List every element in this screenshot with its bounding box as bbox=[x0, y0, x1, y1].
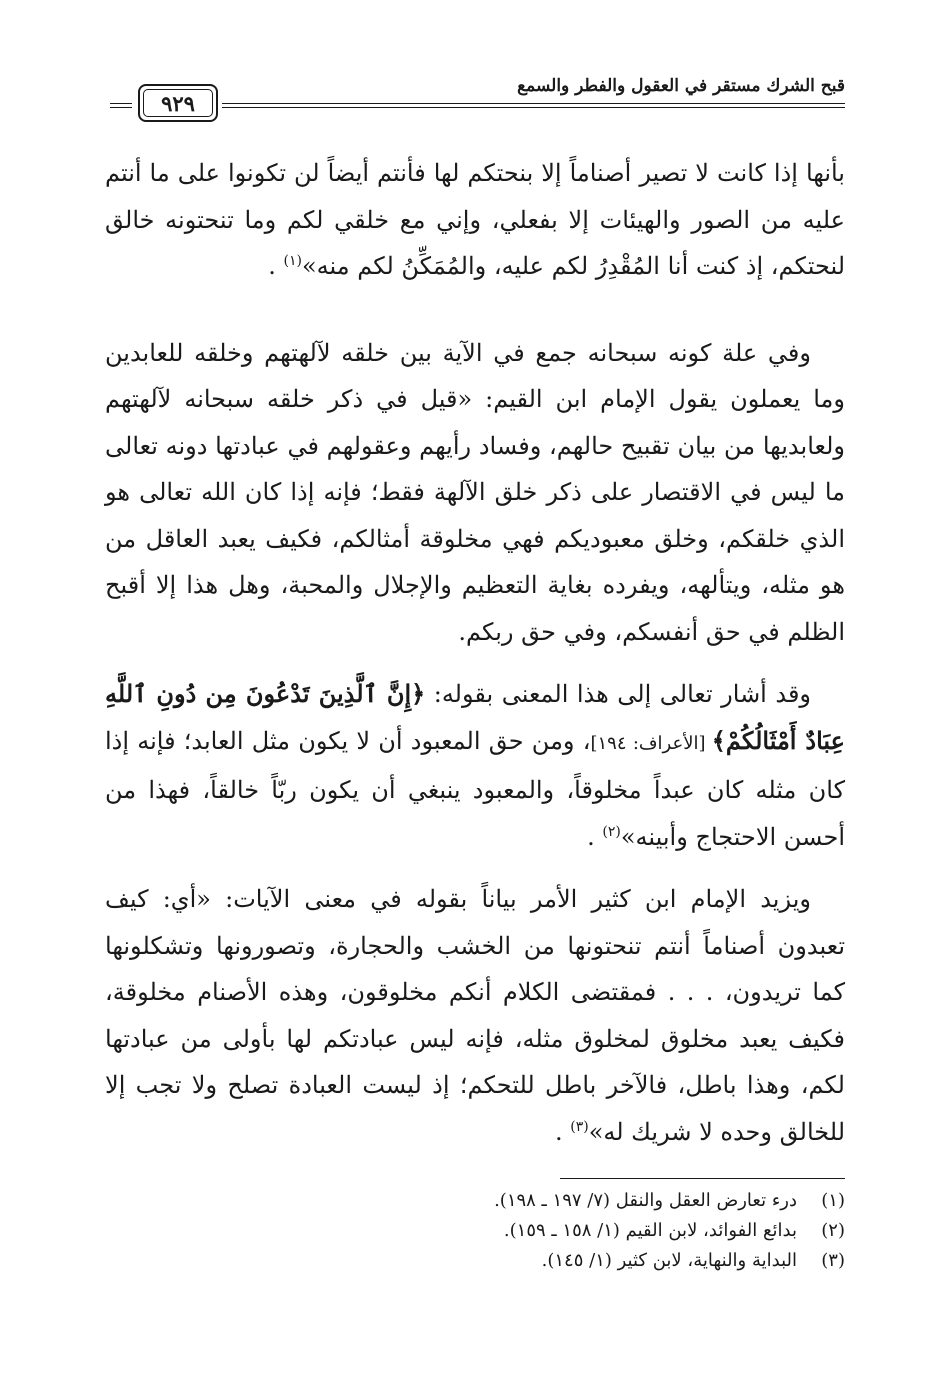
header-ornament-line bbox=[110, 107, 132, 108]
paragraph bbox=[105, 671, 845, 860]
paragraph bbox=[105, 150, 845, 290]
paragraph-text: ، ومن حق المعبود أن لا يكون مثل العابد؛ فإنه إذا كان مثله كان عبداً مخلوقاً، والمعبود ينبغي أن يكون ربّاً خالقاً، فهذا من أحسن الاحتجاج وأبينه» bbox=[105, 726, 845, 851]
footnote-separator bbox=[560, 1178, 845, 1179]
footnote-text: درء تعارض العقل والنقل (٧/ ١٩٧ ـ ١٩٨). bbox=[494, 1190, 797, 1211]
paragraph-text: ويزيد الإمام ابن كثير الأمر بياناً بقوله في معنى الآيات: «أي: كيف تعبدون أصناماً أنتم تنحتونها من الخشب والحجارة، وتصورونها وتشكلونها كما تريدون، . . . فمقتضى الكلام أنكم مخلوقون، وهذه الأصنام مخلوقة، فكيف يعبد مخلوق لمخلوق مثله، فإنه ليس عبادتكم لها بأولى من عبادتها لكم، وهذا باطل، فالآخر باطل للتحكم؛ إذ ليست العبادة تصلح ولا تجب إلا للخالق وحده لا شريك له» bbox=[105, 885, 845, 1146]
page-number-frame bbox=[138, 84, 218, 122]
footnote-text: بدائع الفوائد، لابن القيم (١/ ١٥٨ ـ ١٥٩). bbox=[503, 1220, 797, 1241]
header-rule bbox=[222, 103, 845, 104]
paragraph-end: . bbox=[268, 252, 284, 280]
paragraph-end: . bbox=[587, 822, 603, 851]
verse-source: [الأعراف: ١٩٤] bbox=[590, 732, 712, 754]
footnote bbox=[285, 1216, 845, 1246]
paragraph-end: . bbox=[554, 1117, 571, 1146]
paragraph-text: وقد أشار تعالى إلى هذا المعنى بقوله: bbox=[425, 680, 812, 708]
header-title: قبح الشرك مستقر في العقول والفطر والسمع bbox=[517, 76, 845, 96]
footnote-number: (٣) bbox=[821, 1250, 845, 1271]
header-ornament-line bbox=[110, 103, 132, 104]
footnote bbox=[285, 1186, 845, 1216]
footnote-number: (١) bbox=[821, 1190, 845, 1211]
quran-verse: ﴿إِنَّ ٱلَّذِينَ تَدْعُونَ مِن دُونِ ٱللَّهِ عِبَادٌ أَمْثَالُكُمْ﴾ bbox=[105, 679, 845, 755]
footnote-number: (٢) bbox=[821, 1220, 845, 1241]
paragraph-text: وفي علة كونه سبحانه جمع في الآية بين خلقه لآلهتهم وخلقه للعابدين وما يعملون يقول الإمام ابن القيم: «قيل في ذكر خلقه سبحانه لآلهتهم ولعابديها من بيان تقبيح حالهم، وفساد رأيهم وعقولهم في عبادتها دونه تعالى ما ليس في الاقتصار على ذكر خلق الآلهة فقط؛ فإنه إذا كان الله تعالى هو الذي خلقكم، وخلق معبوديكم فهي مخلوقة أمثالكم، فكيف يعبد العاقل من هو مثله، ويتألهه، ويفرده بغاية التعظيم والإجلال والمحبة، وهل هذا إلا أقبح الظلم في حق أنفسكم، وفي حق ربكم. bbox=[105, 338, 845, 646]
running-header bbox=[110, 70, 845, 130]
footnote bbox=[285, 1246, 845, 1276]
paragraph-text: بأنها إذا كانت لا تصير أصناماً إلا بنحتكم لها فأنتم أيضاً لن تكونوا على ما أنتم عليه من الصور والهيئات إلا بفعلي، وإني مع خلقي لكم وما تنحتونه خالق لنحتكم، إذ كنت أنا المُقْدِرُ لكم عليه، والمُمَكِّنُ لكم منه» bbox=[105, 159, 845, 280]
paragraph bbox=[105, 330, 845, 656]
footnote-reference: (٣) bbox=[570, 1118, 589, 1135]
page-number: ٩٢٩ bbox=[161, 90, 195, 116]
header-rule bbox=[222, 107, 845, 108]
footnotes bbox=[285, 1186, 845, 1276]
footnote-text: البداية والنهاية، لابن كثير (١/ ١٤٥). bbox=[541, 1250, 797, 1271]
main-text bbox=[105, 150, 845, 1155]
footnote-reference: (١) bbox=[283, 253, 302, 269]
paragraph bbox=[105, 876, 845, 1155]
footnote-reference: (٢) bbox=[602, 823, 621, 840]
